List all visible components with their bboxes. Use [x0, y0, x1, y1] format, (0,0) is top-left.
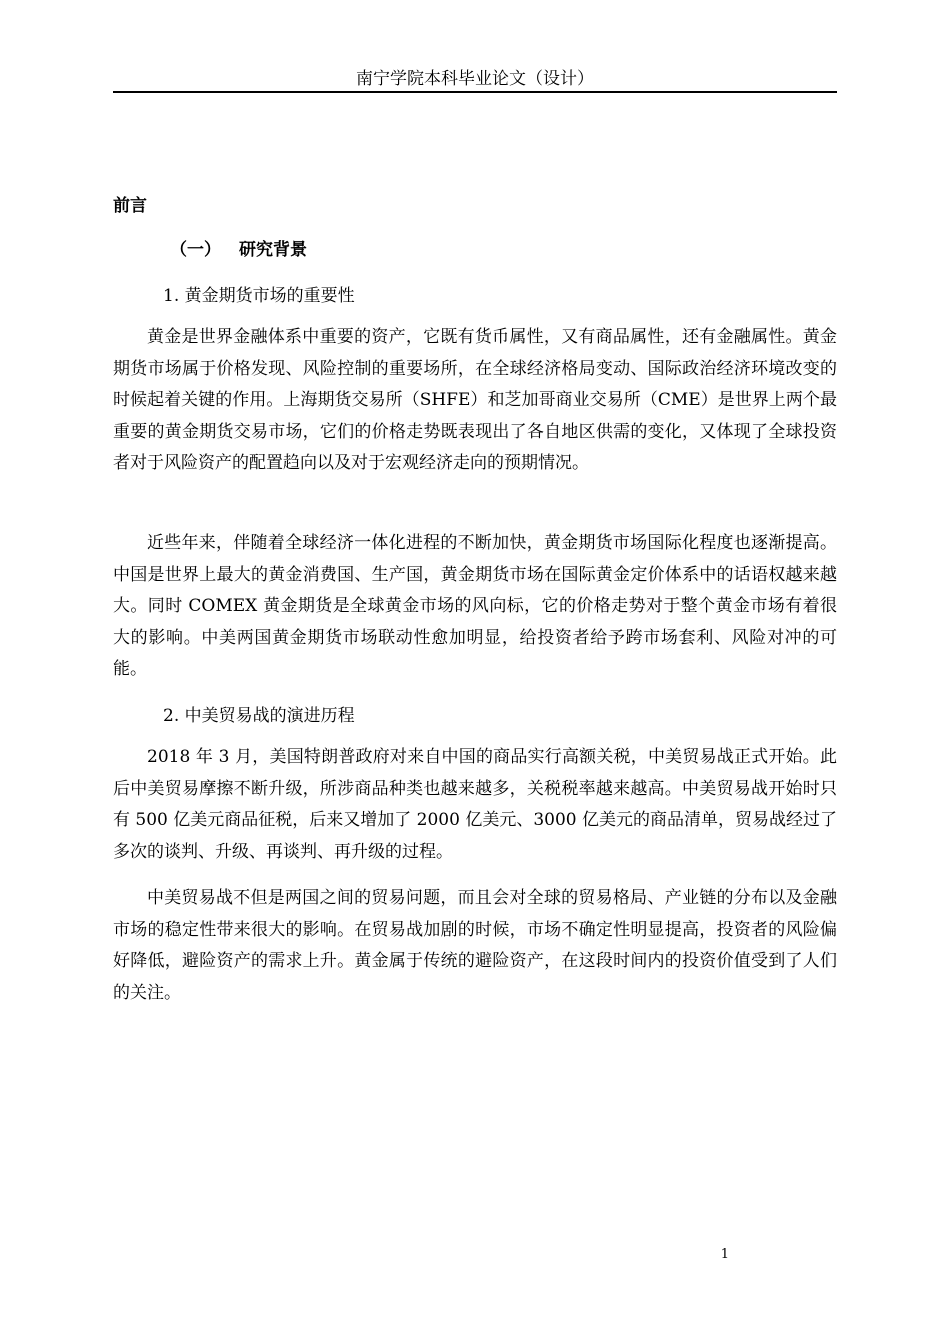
subsection-title [170, 238, 307, 262]
page-header-title: 南宁学院本科毕业论文（设计） [356, 69, 594, 89]
subsection-number: （一） [170, 240, 221, 260]
subsection-title-text: 研究背景 [239, 240, 307, 260]
page-number: 1 [720, 1247, 729, 1262]
header-divider [113, 91, 837, 93]
paragraph-trade-war-timeline: 2018 年 3 月，美国特朗普政府对来自中国的商品实行高额关税，中美贸易战正式开始。此后中美贸易摩擦不断升级，所涉商品种类也越来越多，关税税率越来越高。中美贸易战开始时只有 500 亿美元商品征税，后来又增加了 2000 亿美元、3000 亿美元的商品清单，贸易战经过了多次的谈判、升级、再谈判、再升级的过程。 [113, 747, 837, 862]
paragraph-trade-war-impact: 中美贸易战不但是两国之间的贸易问题，而且会对全球的贸易格局、产业链的分布以及金融市场的稳定性带来很大的影响。在贸易战加剧的时候，市场不确定性明显提高，投资者的风险偏好降低，避险资产的需求上升。黄金属于传统的避险资产，在这段时间内的投资价值受到了人们的关注。 [113, 888, 837, 1003]
paragraph-market-internationalization: 近些年来，伴随着全球经济一体化进程的不断加快，黄金期货市场国际化程度也逐渐提高。中国是世界上最大的黄金消费国、生产国，黄金期货市场在国际黄金定价体系中的话语权越来越大。同时 COMEX 黄金期货是全球黄金市场的风向标，它的价格走势对于整个黄金市场有着很大的影响。中美两国黄金期货市场联动性愈加明显，给投资者给予跨市场套利、风险对冲的可能。 [113, 533, 837, 679]
item-title-trade-war-evolution: 2. 中美贸易战的演进历程 [163, 706, 355, 726]
item-title-gold-futures-importance: 1. 黄金期货市场的重要性 [163, 286, 355, 306]
paragraph-gold-importance: 黄金是世界金融体系中重要的资产，它既有货币属性，又有商品属性，还有金融属性。黄金期货市场属于价格发现、风险控制的重要场所，在全球经济格局变动、国际政治经济环境改变的时候起着关键的作用。上海期货交易所（SHFE）和芝加哥商业交易所（CME）是世界上两个最重要的黄金期货交易市场，它们的价格走势既表现出了各自地区供需的变化，又体现了全球投资者对于风险资产的配置趋向以及对于宏观经济走向的预期情况。 [113, 327, 837, 473]
section-title: 前言 [113, 196, 147, 216]
